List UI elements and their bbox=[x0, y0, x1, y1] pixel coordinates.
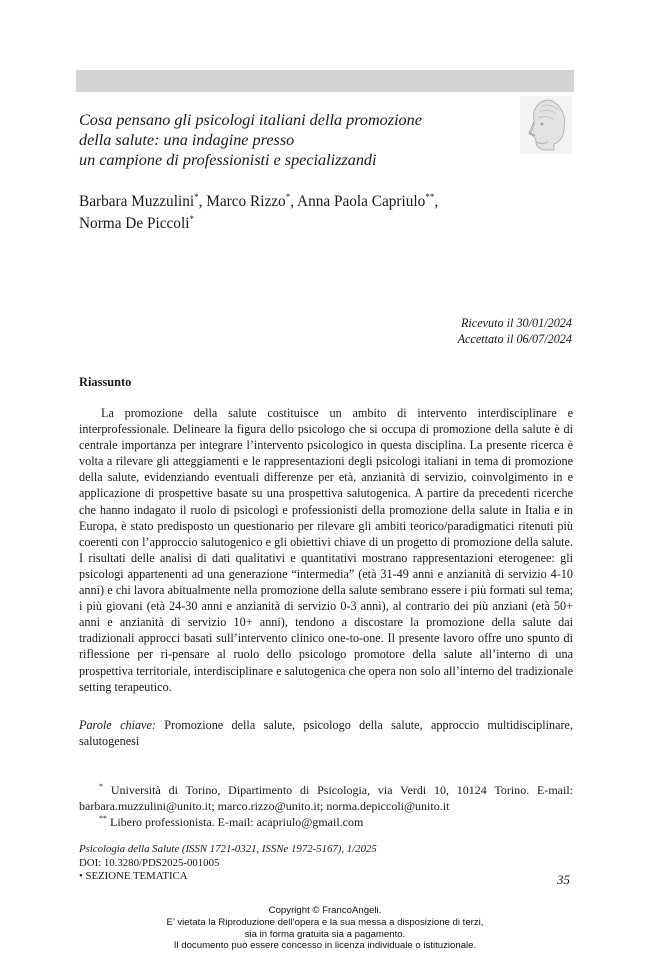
keywords bbox=[79, 717, 573, 749]
journal-citation: Psicologia della Salute (ISSN 1721-0321, ISSNe 1972-5167), 1/2025 bbox=[79, 843, 377, 855]
copyright-notice bbox=[0, 905, 650, 952]
footnote-text: Università di Torino, Dipartimento di Psicologia, via Verdi 10, 10124 Torino. E-mail: barbara.muzzulini@unito.it; marco.rizzo@unito.it; norma.depiccoli@unito.it bbox=[79, 783, 573, 813]
footnote-mark: ** bbox=[99, 814, 107, 823]
copyright-line: Copyright © FrancoAngeli. bbox=[268, 905, 382, 916]
footnotes bbox=[79, 782, 573, 830]
copyright-line: E’ vietata la Riproduzione dell’opera e la sua messa a disposizione di terzi, bbox=[166, 916, 484, 928]
page-number: 35 bbox=[557, 872, 570, 887]
footnote-2 bbox=[79, 814, 573, 830]
header-bar bbox=[76, 70, 574, 92]
author-name: Anna Paola Capriulo bbox=[297, 193, 426, 210]
footnote-mark: * bbox=[99, 782, 103, 791]
author-name: Barbara Muzzulini bbox=[79, 193, 195, 210]
title-line: della salute: una indagine presso bbox=[79, 131, 295, 149]
footnote-1 bbox=[79, 782, 573, 814]
accepted-date: Accettato il 06/07/2024 bbox=[457, 332, 572, 346]
author-affiliation-mark: * bbox=[194, 192, 199, 202]
author-affiliation-mark: * bbox=[189, 214, 194, 224]
doi: DOI: 10.3280/PDS2025-001005 bbox=[79, 856, 220, 869]
article-title bbox=[79, 110, 479, 170]
author-affiliation-mark: * bbox=[285, 192, 291, 202]
author-affiliation-mark: ** bbox=[425, 192, 435, 202]
abstract-heading: Riassunto bbox=[79, 375, 132, 389]
section-label: • SEZIONE TEMATICA bbox=[79, 870, 188, 882]
title-line: un campione di professionisti e specializzandi bbox=[79, 151, 377, 169]
author-name: Norma De Piccoli bbox=[79, 215, 190, 232]
submission-dates bbox=[458, 315, 572, 347]
footnote-text: Libero professionista. E-mail: acapriulo@gmail.com bbox=[110, 815, 364, 829]
keywords-label: Parole chiave: bbox=[79, 718, 156, 732]
journal-info bbox=[79, 843, 573, 884]
journal-logo-icon bbox=[520, 96, 572, 154]
authors: Barbara Muzzulini*, Marco Rizzo*, Anna Paola Capriulo**, Norma De Piccoli* bbox=[79, 192, 439, 232]
title-line: Cosa pensano gli psicologi italiani della promozione bbox=[79, 111, 422, 129]
copyright-line: Il documento può essere concesso in licenza individuale o istituzionale. bbox=[173, 940, 477, 952]
keywords-text: Promozione della salute, psicologo della salute, approccio multidisciplinare, salutogenesi bbox=[79, 718, 574, 748]
copyright-line: sia in forma gratuita sia a pagamento. bbox=[244, 928, 406, 940]
author-name: Marco Rizzo bbox=[206, 193, 286, 210]
received-date: Ricevuto il 30/01/2024 bbox=[460, 316, 572, 330]
abstract-text: La promozione della salute costituisce un ambito di intervento interdisciplinare e interprofessionale. Delineare la figura dello psicologo che si occupa di promozione della salute è di centrale importanza per integrare l’intervento psicologico in questa disciplina. La presente ricerca è volta a rilevare gli atteggiamenti e le rappresentazioni degli psicologi italiani in tema di promozione della salute, evidenziando eventuali differenze per età, anzianità di servizio, coinvolgimento in e applicazione di prospettive basate su una prospettiva salutogenica. A partire da precedenti ricerche che hanno indagato il ruolo di psicologi e professionisti della promozione della salute in Italia e in Europa, è stato predisposto un questionario per rilevare gli ambiti teorico/paradigmatici ritenuti più coerenti con l’approccio salutogenico e gli obiettivi chiave di un progetto di promozione della salute. I risultati delle analisi di dati qualitativi e quantitativi mostrano rappresentazioni eterogenee: gli psicologi appartenenti ad una generazione “intermedia” (età 31-49 anni e anzianità di servizio 4-10 anni) e chi lavora abitualmente nella promozione della salute sembrano essere i più formati sul tema; i più giovani (età 24-30 anni e anzianità di servizio 0-3 anni), al contrario dei più anziani (età 50+ anni e anzianità di servizio 10+ anni), tendono a discostare la promozione della salute dai tradizionali approcci basati sull’intervento clinico one-to-one. Il presente lavoro offre uno spunto di riflessione per ri-pensare al ruolo dello psicologo promotore della salute all’interno di una prospettiva territoriale, interdisciplinare e salutogenica che opera non solo all’interno del tradizionale setting terapeutico. bbox=[79, 406, 573, 694]
